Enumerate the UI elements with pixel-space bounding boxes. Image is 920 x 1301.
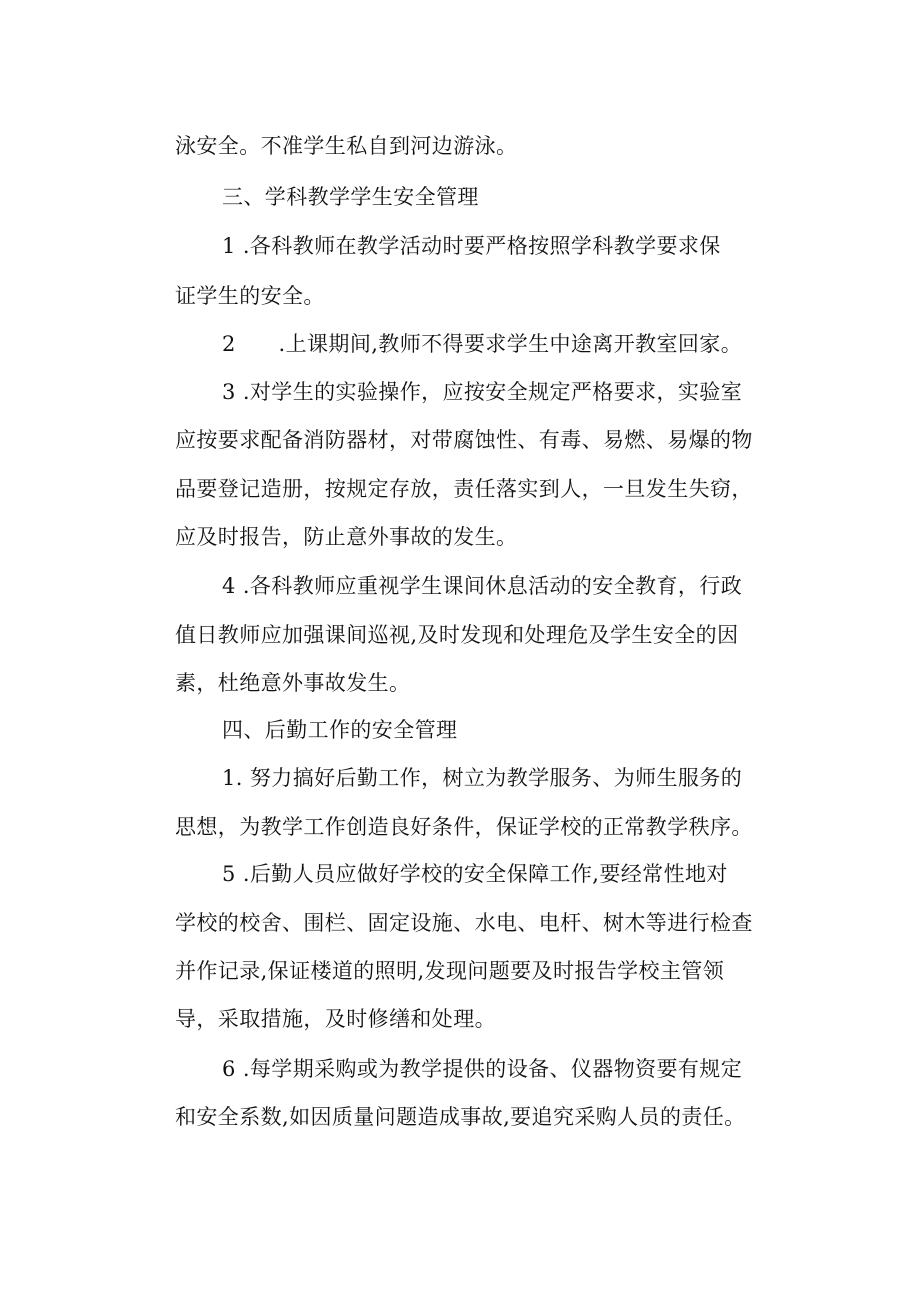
item-3-line-1: 3 .对学生的实验操作，应按安全规定严格要求，实验室 [222, 380, 743, 404]
item-1-line-2: 证学生的安全。 [175, 284, 325, 308]
section-heading-4: 四、后勤工作的安全管理 [222, 718, 458, 742]
item-5-line-2: 思想，为教学工作创造良好条件，保证学校的正常教学秩序。 [175, 815, 753, 839]
item-3-line-4: 应及时报告，防止意外事故的发生。 [175, 525, 518, 549]
item-7-line-1: 6 .每学期采购或为教学提供的设备、仪器物资要有规定 [222, 1057, 743, 1081]
item-6-line-3: 并作记录,保证楼道的照明,发现问题要及时报告学校主管领 [175, 959, 725, 983]
item-4-line-3: 素，杜绝意外事故发生。 [175, 671, 411, 695]
item-7-line-2: 和安全系数,如因质量问题造成事故,要追究采购人员的责任。 [175, 1105, 746, 1129]
item-6-line-4: 导，采取措施，及时修缮和处理。 [175, 1007, 496, 1031]
item-5-line-1: 1. 努力搞好后勤工作，树立为教学服务、为师生服务的 [222, 766, 743, 790]
item-1-line-1: 1 .各科教师在教学活动时要严格按照学科教学要求保 [222, 234, 721, 258]
item-6-line-2: 学校的校舍、围栏、固定设施、水电、电杆、树木等进行检查 [175, 911, 753, 935]
item-2-line-1: 2 .上课期间,教师不得要求学生中途离开教室回家。 [222, 332, 743, 356]
item-4-line-2: 值日教师应加强课间巡视,及时发现和处理危及学生安全的因 [175, 623, 739, 647]
paragraph-continuation: 泳安全。不准学生私自到河边游泳。 [175, 134, 518, 158]
section-heading-3: 三、学科教学学生安全管理 [222, 185, 479, 209]
item-4-line-1: 4 .各科教师应重视学生课间休息活动的安全教育，行政 [222, 574, 743, 598]
item-3-line-2: 应按要求配备消防器材，对带腐蚀性、有毒、易燃、易爆的物 [175, 428, 753, 452]
item-6-line-1: 5 .后勤人员应做好学校的安全保障工作,要经常性地对 [222, 862, 728, 886]
item-3-line-3: 品要登记造册，按规定存放，责任落实到人，一旦发生失窃， [175, 477, 753, 501]
